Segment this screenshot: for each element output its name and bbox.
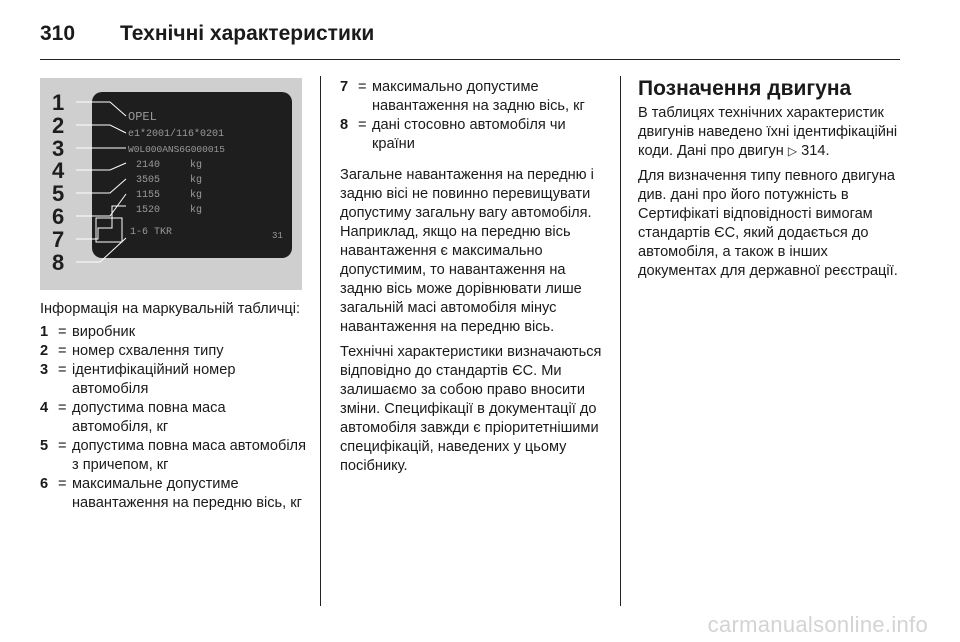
legend-text: ідентифікаційний номер автомобіля [72, 362, 236, 397]
legend-equals: = [358, 117, 367, 133]
legend-equals: = [58, 438, 67, 454]
callout-5: 5 [52, 181, 65, 206]
engine-codes-text: В таблицях технічних характеристик двигунів наведено їхні ідентифікаційні коди. Дані про двигун [638, 105, 898, 159]
callout-numbers [52, 90, 65, 275]
plate-bottom-line: 1-6 TKR [130, 227, 173, 238]
legend-number: 6 [40, 476, 49, 492]
plate-vin: W0L000ANS6G000015 [128, 144, 225, 155]
plate-mass-1: 2140 [136, 160, 161, 171]
callout-4: 4 [52, 158, 65, 183]
legend-equals: = [58, 400, 67, 416]
plate-mass-2: 3505 [136, 175, 161, 186]
legend-text: номер схвалення типу [72, 343, 224, 359]
legend-equals: = [358, 79, 367, 95]
page-number: 310 [40, 22, 76, 45]
legend-item [40, 475, 310, 513]
legend-item [340, 78, 608, 116]
callout-1: 1 [52, 90, 65, 115]
plate-approval: e1*2001/116*0201 [128, 129, 225, 140]
column-3 [638, 78, 908, 287]
plate-unit-4: kg [190, 205, 203, 216]
legend-text: виробник [72, 324, 136, 340]
legend-equals: = [58, 362, 67, 378]
plate-maker: OPEL [128, 110, 157, 124]
legend-item [340, 116, 608, 154]
legend-number: 7 [340, 79, 349, 95]
callout-3: 3 [52, 136, 65, 161]
vehicle-plate-illustration [40, 78, 302, 290]
plate-legend-1 [40, 323, 310, 513]
legend-number: 4 [40, 400, 49, 416]
column-2 [340, 78, 608, 482]
callout-2: 2 [52, 113, 65, 138]
plate-unit-1: kg [190, 160, 203, 171]
plate-mass-4: 1520 [136, 205, 161, 216]
page-header [40, 14, 374, 54]
header-rule [40, 59, 900, 60]
callout-6: 6 [52, 204, 65, 229]
axle-load-paragraph: Загальне навантаження на передню і задню вісі не повинно перевищувати допустиму загальну вагу автомобіля. Наприклад, якщо на передню вісь навантаження є максимально допустимим, то навантаження на задню вісь може дорівнювати лише загальній масі автомобіля мінус навантаження на передню вісь. [340, 167, 594, 335]
legend-text: максимально допустиме навантаження на задню вісь, кг [372, 79, 585, 114]
plate-intro: Інформація на маркувальній табличці: [40, 301, 301, 317]
legend-number: 2 [40, 343, 49, 359]
engine-data-page-link[interactable]: 314. [801, 143, 830, 159]
legend-text: допустима повна маса автомобіля з причепом, кг [72, 438, 306, 473]
engine-codes-paragraph [638, 104, 908, 161]
plate-mass-3: 1155 [136, 190, 161, 201]
callout-8: 8 [52, 250, 65, 275]
callout-7: 7 [52, 227, 65, 252]
legend-item [40, 361, 310, 399]
legend-number: 5 [40, 438, 49, 454]
column-divider-1 [320, 76, 321, 606]
watermark: carmanualsonline.info [707, 612, 928, 637]
specifications-paragraph: Технічні характеристики визначаються відповідно до стандартів ЄС. Ми залишаємо за собою право вносити зміни. Специфікації в документації до автомобіля завжди є пріоритетнішими специфікацій, наведених у цьому посібнику. [340, 344, 602, 474]
legend-item [40, 323, 310, 342]
engine-identification-heading: Позначення двигуна [638, 77, 852, 100]
plate-unit-3: kg [190, 190, 203, 201]
legend-equals: = [58, 324, 67, 340]
legend-number: 3 [40, 362, 49, 378]
arrow-ref-icon: ▷ [787, 144, 798, 158]
legend-text: допустима повна маса автомобіля, кг [72, 400, 226, 435]
legend-equals: = [58, 476, 67, 492]
legend-equals: = [58, 343, 67, 359]
legend-item [40, 399, 310, 437]
plate-legend-2 [340, 78, 608, 154]
legend-text: максимальне допустиме навантаження на передню вісь, кг [72, 476, 302, 511]
legend-text: дані стосовно автомобіля чи країни [372, 117, 566, 152]
legend-number: 8 [340, 117, 349, 133]
column-1 [40, 78, 310, 513]
legend-item [40, 437, 310, 475]
engine-type-paragraph: Для визначення типу певного двигуна див. дані про його потужність в Сертифікаті відповідності вимогам стандартів ЄС, який додається до автомобіля, а також в інших документах для державної реєстрації. [638, 168, 898, 279]
legend-number: 1 [40, 324, 49, 340]
vehicle-plate-figure [40, 78, 302, 290]
column-divider-2 [620, 76, 621, 606]
plate-side-mark: 31 [272, 231, 283, 241]
page-title: Технічні характеристики [120, 22, 375, 45]
plate-unit-2: kg [190, 175, 203, 186]
legend-item [40, 342, 310, 361]
